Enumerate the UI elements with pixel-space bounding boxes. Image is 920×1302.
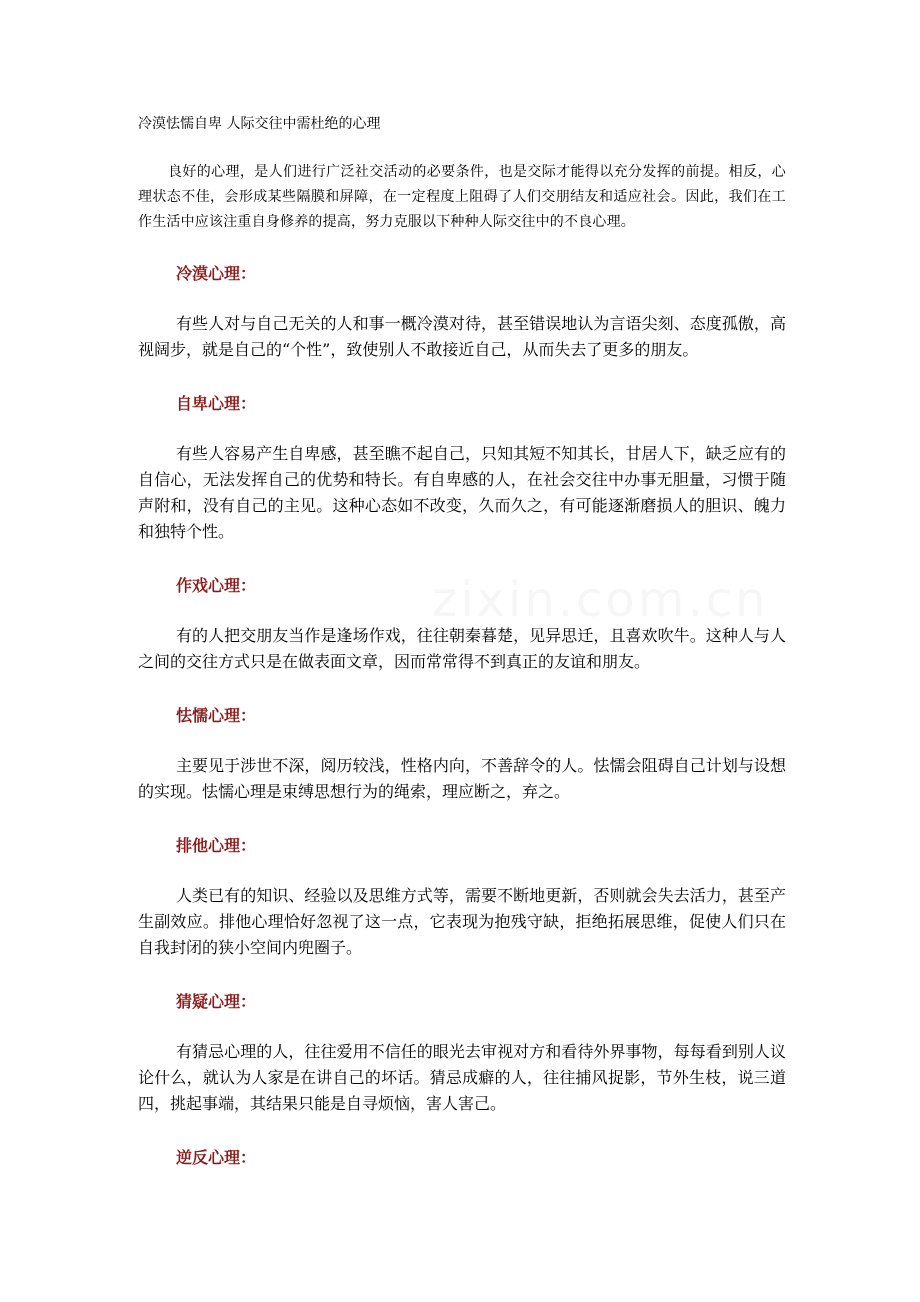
section-rebellion (138, 1146, 786, 1170)
section-heading: 冷漠心理： (176, 264, 257, 283)
section-coldness (138, 262, 786, 363)
section-heading: 怯懦心理： (176, 706, 257, 725)
section-heading: 猜疑心理： (176, 992, 257, 1011)
section-body: 主要见于涉世不深，阅历较浅，性格内向，不善辞令的人。怯懦会阻碍自己计划与设想的实现。怯懦心理是束缚思想行为的绳索，理应断之，弃之。 (138, 756, 786, 801)
section-inferiority (138, 392, 786, 545)
document-page (138, 112, 786, 1195)
section-body: 有些人对与自己无关的人和事一概冷漠对待，甚至错误地认为言语尖刻、态度孤傲，高视阔步，就是自己的“个性”，致使别人不敢接近自己，从而失去了更多的朋友。 (138, 314, 786, 359)
section-body: 有的人把交朋友当作是逢场作戏，往往朝秦暮楚，见异思迁，且喜欢吹牛。这种人与人之间的交往方式只是在做表面文章，因而常常得不到真正的友谊和朋友。 (138, 626, 786, 671)
section-suspicion (138, 990, 786, 1117)
section-body: 有猜忌心理的人，往往爱用不信任的眼光去审视对方和看待外界事物，每每看到别人议论什么，就认为人家是在讲自己的坏话。猜忌成癖的人，往往捕风捉影，节外生枝，说三道四，挑起事端，其结果只能是自寻烦恼，害人害己。 (138, 1042, 786, 1113)
section-body: 有些人容易产生自卑感，甚至瞧不起自己，只知其短不知其长，甘居人下，缺乏应有的自信心，无法发挥自己的优势和特长。有自卑感的人，在社会交往中办事无胆量，习惯于随声附和，没有自己的主见。这种心态如不改变，久而久之，有可能逐渐磨损人的胆识、魄力和独特个性。 (138, 444, 786, 541)
section-body: 人类已有的知识、经验以及思维方式等，需要不断地更新，否则就会失去活力，甚至产生副效应。排他心理恰好忽视了这一点，它表现为抱残守缺，拒绝拓展思维，促使人们只在自我封闭的狭小空间内兜圈子。 (138, 886, 786, 957)
document-title: 冷漠怯懦自卑 人际交往中需杜绝的心理 (138, 116, 381, 132)
intro-paragraph: 良好的心理，是人们进行广泛社交活动的必要条件，也是交际才能得以充分发挥的前提。相反，心理状态不佳，会形成某些隔膜和屏障，在一定程度上阻碍了人们交朋结友和适应社会。因此，我们在工作生活中应该注重自身修养的提高，努力克服以下种种人际交往中的不良心理。 (138, 164, 786, 230)
section-timidity (138, 704, 786, 805)
section-play-acting (138, 574, 786, 675)
section-heading: 作戏心理： (176, 576, 257, 595)
section-heading: 逆反心理： (176, 1148, 257, 1167)
section-heading: 排他心理： (176, 836, 257, 855)
section-exclusion (138, 834, 786, 961)
section-heading: 自卑心理： (176, 394, 257, 413)
